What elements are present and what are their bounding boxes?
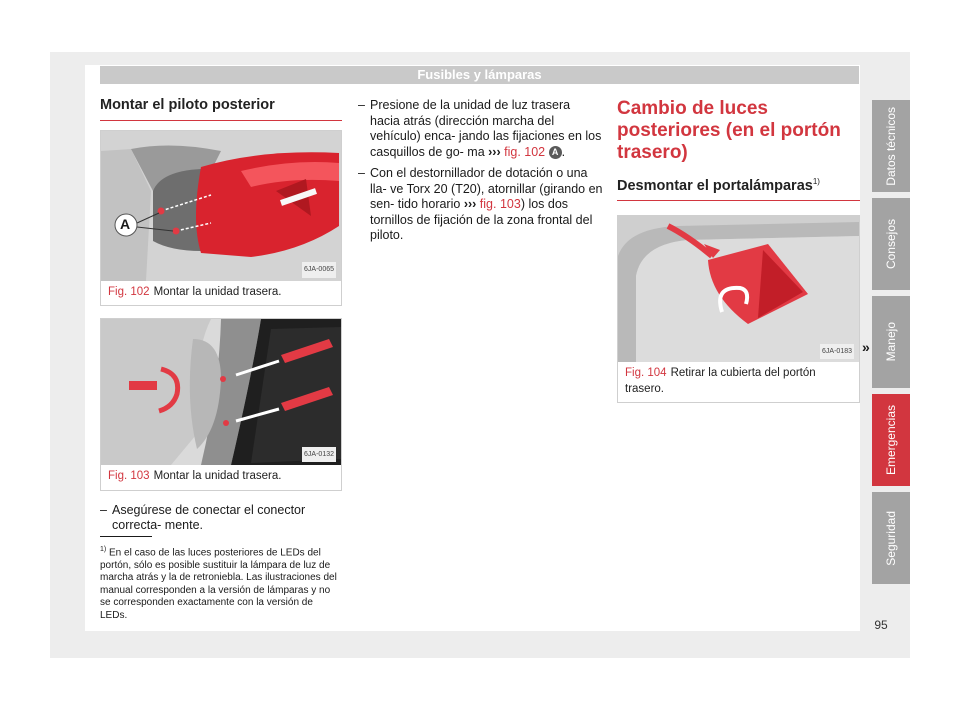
figure-caption [101, 465, 341, 490]
section-title-text: Desmontar el portalámparas [617, 177, 813, 194]
left-column [100, 98, 342, 540]
section-title-desmontar [617, 174, 860, 201]
tab-emergencias[interactable] [872, 394, 910, 486]
tab-seguridad[interactable] [872, 492, 910, 584]
instruction-item [100, 503, 342, 534]
figure-caption [101, 281, 341, 306]
figure-number: Fig. 104 [625, 367, 667, 380]
taillight-drawing [101, 131, 341, 281]
footnote [100, 544, 342, 622]
bullet-dash: – [358, 98, 365, 112]
page-number: 95 [874, 618, 888, 632]
figure-caption-text: Montar la unidad trasera. [153, 285, 282, 298]
figure-number: Fig. 102 [108, 285, 150, 298]
callout-a-label: A [120, 215, 131, 232]
footnote-text: En el caso de las luces posteriores de LEDs del portón, sólo es posible sustituir la lámpara de luz de marcha atrás y la de retroniebla. Las ilustraciones del manual corresponden a la versión de lámparas y no se corresponden exactamente con la versión de LEDs. [100, 547, 337, 621]
image-code: 6JA-0183 [820, 344, 854, 360]
tab-consejos[interactable] [872, 198, 910, 290]
instruction-text-end: . [561, 144, 566, 159]
callout-a-badge: A [549, 146, 562, 159]
screw-mount-illustration [101, 319, 341, 465]
section-title-montar: Montar el piloto posterior [100, 98, 342, 121]
cross-ref-chevrons: ››› [463, 197, 477, 211]
image-code: 6JA-0065 [302, 262, 336, 278]
figure-caption-text: Montar la unidad trasera. [153, 470, 282, 482]
figure-caption [618, 362, 859, 402]
tab-label: Emergencias [884, 404, 898, 476]
instruction-item [358, 166, 603, 244]
footnote-rule [100, 536, 152, 537]
footnote-marker: 1) [100, 546, 107, 553]
instruction-text: Presione de la unidad de luz trasera hacia atrás (dirección marcha del vehículo) enca- jando las fijaciones en los casquillos de go- ma [370, 98, 602, 159]
figure-link-103[interactable]: fig. 103 [479, 197, 521, 211]
figure-caption-text: Retirar la cubierta del portón trasero. [625, 367, 816, 395]
middle-column [358, 98, 603, 250]
tab-label: Manejo [884, 322, 898, 362]
tailgate-cover-illustration [618, 216, 859, 362]
taillight-mount-illustration [101, 131, 341, 281]
instruction-text: Con el destornillador de dotación o una lla- ve Torx 20 (T20), atornillar (girando en sen- tido horario [370, 166, 603, 211]
instruction-item [358, 98, 603, 160]
figure-102 [100, 130, 342, 307]
tab-manejo[interactable] [872, 296, 910, 388]
right-column [617, 98, 860, 403]
figure-number: Fig. 103 [108, 470, 150, 482]
tab-datos-tecnicos[interactable] [872, 100, 910, 192]
chapter-header: Fusibles y lámparas [100, 66, 859, 84]
tab-label: Seguridad [884, 510, 898, 566]
chapter-section-title: Cambio de luces posteriores (en el portón trasero) [617, 98, 841, 163]
figure-103 [100, 318, 342, 491]
tab-label: Consejos [884, 218, 898, 270]
bullet-dash: – [358, 166, 365, 180]
tab-label: Datos técnicos [884, 106, 898, 186]
instruction-text: Asegúrese de conectar el conector correcta- mente. [112, 502, 306, 532]
figure-link-102[interactable]: fig. 102 [504, 144, 546, 159]
instruction-text-end: ) los dos tornillos de fijación de la zona frontal del piloto. [370, 197, 593, 242]
footnote-reference: 1) [812, 177, 820, 186]
figure-104 [617, 215, 860, 403]
image-code: 6JA-0132 [302, 447, 336, 463]
continue-marker: » [862, 339, 870, 355]
bullet-dash: – [100, 502, 107, 517]
screw-drawing [101, 319, 341, 465]
cross-ref-chevrons: ››› [488, 144, 501, 159]
tailgate-drawing [618, 216, 859, 362]
